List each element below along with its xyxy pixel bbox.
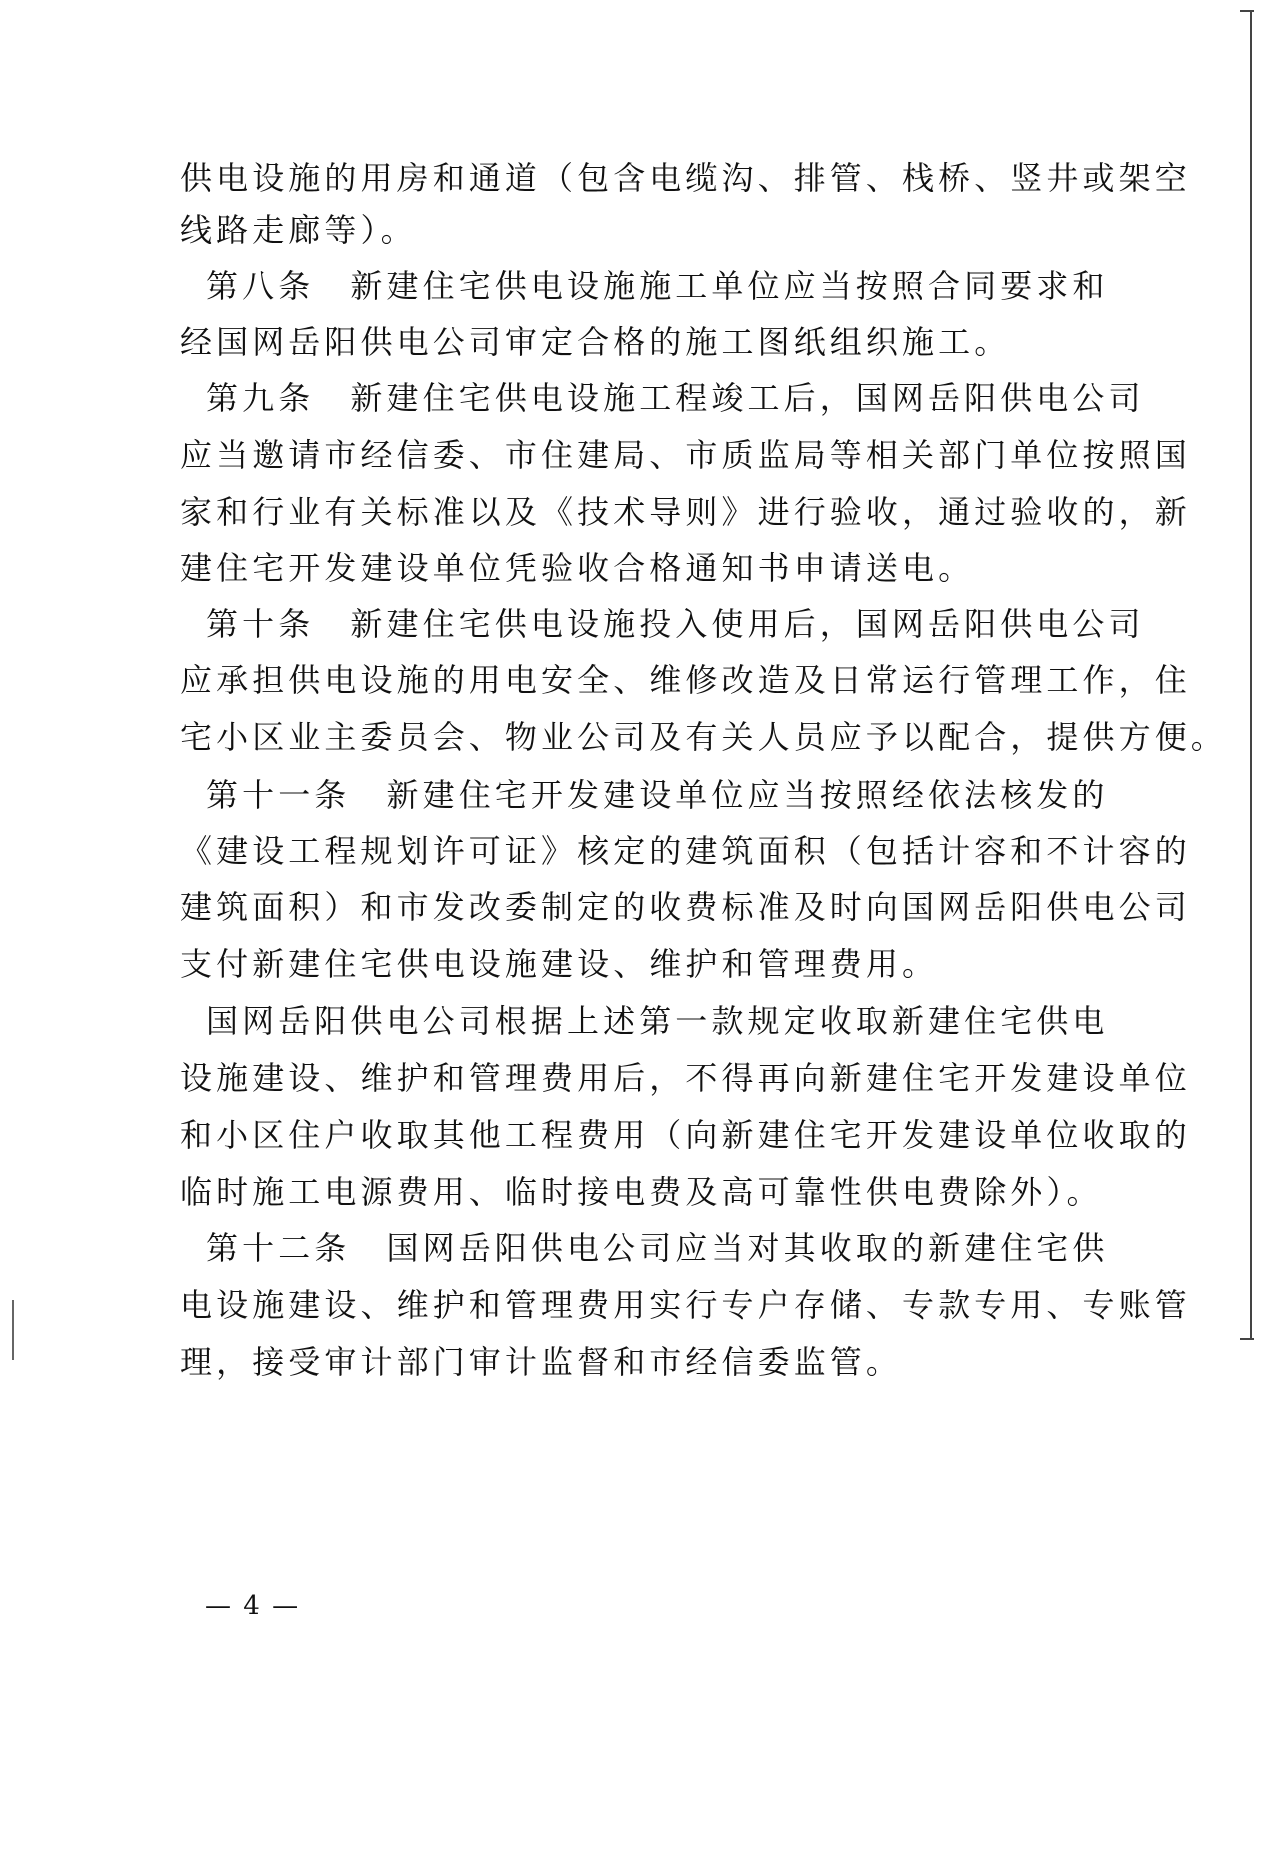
text-line: 临时施工电源费用、临时接电费及高可靠性供电费除外）。 <box>180 1173 1103 1211</box>
binding-edge-line <box>1250 10 1252 1340</box>
text-line: 家和行业有关标准以及《技术导则》进行验收，通过验收的，新 <box>180 493 1191 531</box>
article-8-start: 第八条 新建住宅供电设施施工单位应当按照合同要求和 <box>206 267 1109 305</box>
article-10-start: 第十条 新建住宅供电设施投入使用后，国网岳阳供电公司 <box>206 605 1145 643</box>
text-line: 理，接受审计部门审计监督和市经信委监管。 <box>180 1343 903 1381</box>
text-line: 支付新建住宅供电设施建设、维护和管理费用。 <box>180 945 939 983</box>
text-line: 宅小区业主委员会、物业公司及有关人员应予以配合，提供方便。 <box>180 718 1227 756</box>
text-line: 应承担供电设施的用电安全、维修改造及日常运行管理工作，住 <box>180 661 1191 699</box>
binding-edge-bottom-mark <box>1240 1338 1254 1340</box>
binding-edge-top-mark <box>1240 10 1254 12</box>
page-number: — 4 — <box>205 1591 301 1621</box>
text-line: 经国网岳阳供电公司审定合格的施工图纸组织施工。 <box>180 323 1011 361</box>
text-line: 线路走廊等）。 <box>180 211 417 249</box>
text-line: 和小区住户收取其他工程费用（向新建住宅开发建设单位收取的 <box>180 1116 1191 1154</box>
text-line: 供电设施的用房和通道（包含电缆沟、排管、栈桥、竖井或架空 <box>180 159 1191 197</box>
text-line: 电设施建设、维护和管理费用实行专户存储、专款专用、专账管 <box>180 1286 1191 1324</box>
text-line: 设施建设、维护和管理费用后，不得再向新建住宅开发建设单位 <box>180 1059 1191 1097</box>
article-12-start: 第十二条 国网岳阳供电公司应当对其收取的新建住宅供 <box>206 1229 1109 1267</box>
article-9-start: 第九条 新建住宅供电设施工程竣工后，国网岳阳供电公司 <box>206 379 1145 417</box>
article-11-start: 第十一条 新建住宅开发建设单位应当按照经依法核发的 <box>206 776 1109 814</box>
text-line: 应当邀请市经信委、市住建局、市质监局等相关部门单位按照国 <box>180 436 1191 474</box>
text-line: 建住宅开发建设单位凭验收合格通知书申请送电。 <box>180 549 975 587</box>
paragraph-start: 国网岳阳供电公司根据上述第一款规定收取新建住宅供电 <box>206 1002 1109 1040</box>
scan-edge-mark <box>12 1300 14 1360</box>
text-line: 建筑面积）和市发改委制定的收费标准及时向国网岳阳供电公司 <box>180 888 1191 926</box>
text-line: 《建设工程规划许可证》核定的建筑面积（包括计容和不计容的 <box>180 832 1191 870</box>
